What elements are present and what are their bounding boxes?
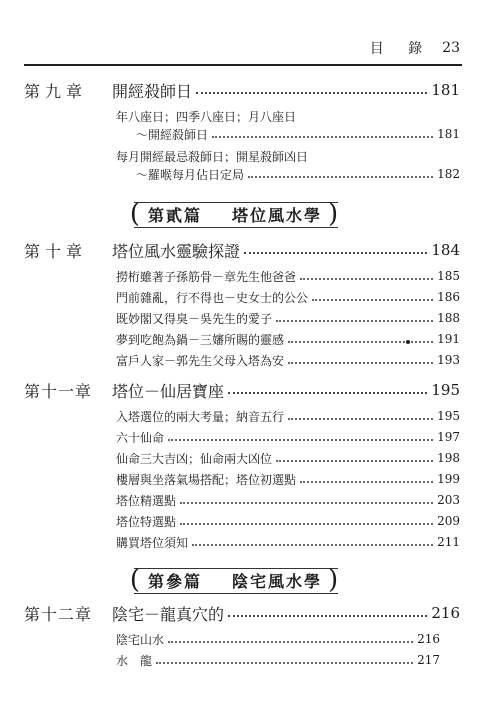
leader-dots <box>192 544 433 546</box>
toc-entry <box>116 107 460 125</box>
part-label: 第貳篇 <box>147 205 202 225</box>
chapter-10-heading <box>24 239 460 261</box>
leader-dots <box>228 392 427 394</box>
leader-dots <box>168 439 433 441</box>
entry-page: 209 <box>437 514 460 528</box>
entry-text: 入塔選位的兩大考量；納音五行 <box>116 409 285 424</box>
ink-speck <box>406 340 410 344</box>
toc-entry <box>116 533 460 551</box>
leader-dots <box>288 362 433 364</box>
running-header <box>360 38 460 58</box>
leader-dots <box>312 299 433 301</box>
chapter-12-heading <box>24 602 460 624</box>
chapter-title: 塔位－仙居寶座 <box>112 381 225 401</box>
entry-page: 182 <box>437 167 460 181</box>
leader-dots <box>248 176 433 178</box>
entry-text: 樓層與坐落氣場搭配；塔位初選點 <box>116 472 297 487</box>
entry-page: 191 <box>437 332 460 346</box>
toc-entry <box>116 351 460 369</box>
entry-page: 188 <box>437 311 460 325</box>
entry-page: 198 <box>437 451 460 465</box>
header-page-number: 23 <box>442 40 460 56</box>
entry-page: 197 <box>437 430 460 444</box>
leader-dots <box>196 92 427 94</box>
chapter-title: 陰宅－龍真穴的 <box>112 604 225 624</box>
part-title: 陰宅風水學 <box>232 571 323 591</box>
entry-text: 陰宅山水 <box>116 632 165 647</box>
leader-dots <box>276 460 433 462</box>
entry-text: 門前雜亂，行不得也－史女士的公公 <box>116 290 309 305</box>
leader-dots <box>288 341 433 343</box>
entry-text: 富戶人家－郭先生父母入塔為安 <box>116 353 285 368</box>
toc-entry <box>136 165 460 183</box>
entry-page: 181 <box>437 127 460 141</box>
leader-dots <box>180 523 433 525</box>
entry-text: 仙命三大吉凶；仙命兩大凶位 <box>116 451 273 466</box>
entry-text: ～開經殺師日 <box>136 127 209 142</box>
leader-dots <box>228 615 427 617</box>
entry-text: 水 龍 <box>116 653 153 668</box>
chapter-page: 195 <box>431 381 460 399</box>
entry-text: 塔位精選點 <box>116 493 177 508</box>
leader-dots <box>168 641 413 643</box>
part-title: 塔位風水學 <box>232 205 323 225</box>
entry-page: 186 <box>437 290 460 304</box>
entry-page: 185 <box>437 269 460 283</box>
leader-dots <box>212 136 433 138</box>
toc-entry <box>116 428 460 446</box>
header-rule <box>24 64 462 66</box>
bracket-left-icon: ( <box>129 565 142 595</box>
bracket-right-icon: ) <box>328 565 341 595</box>
chapter-page: 184 <box>431 241 460 259</box>
toc-entry <box>116 470 460 488</box>
leader-dots <box>300 278 433 280</box>
chapter-title: 開經殺師日 <box>112 81 193 101</box>
chapter-9-heading <box>24 79 460 101</box>
entry-page: 217 <box>417 653 440 667</box>
toc-entry <box>116 512 460 530</box>
leader-dots <box>276 320 433 322</box>
chapter-number: 第十二章 <box>24 604 93 624</box>
entry-text: 年八座日；四季八座日；月八座日 <box>116 109 297 124</box>
part-3-heading <box>124 565 346 595</box>
toc-entry <box>116 330 460 348</box>
entry-text: 夢到吃飽為鍋－三嬸所賜的靈感 <box>116 332 285 347</box>
leader-dots <box>244 252 427 254</box>
toc-entry <box>116 267 460 285</box>
toc-entry <box>116 491 460 509</box>
leader-dots <box>180 502 433 504</box>
header-title: 目 錄 <box>369 41 433 57</box>
leader-dots <box>288 418 433 420</box>
chapter-title: 塔位風水靈驗探證 <box>112 241 241 261</box>
entry-text: ～羅喉每月佔日定局 <box>136 167 245 182</box>
entry-text: 撈桁雖著子孫筋骨－章先生他爸爸 <box>116 269 297 284</box>
toc-entry <box>136 125 460 143</box>
entry-page: 193 <box>437 353 460 367</box>
toc-entry <box>116 407 460 425</box>
toc-entry <box>116 449 460 467</box>
entry-page: 199 <box>437 472 460 486</box>
chapter-11-heading <box>24 379 460 401</box>
part-label: 第參篇 <box>147 571 202 591</box>
entry-text: 塔位特選點 <box>116 514 177 529</box>
entry-text: 每月開經最忌殺師日；開星殺師凶日 <box>116 149 309 164</box>
bracket-left-icon: ( <box>129 199 142 229</box>
toc-entry <box>116 147 460 165</box>
chapter-number: 第十章 <box>24 241 88 261</box>
leader-dots <box>300 481 433 483</box>
chapter-page: 216 <box>431 604 460 622</box>
part-2-heading <box>124 199 346 229</box>
entry-page: 195 <box>437 409 460 423</box>
entry-page: 211 <box>437 535 460 549</box>
entry-page: 216 <box>417 632 440 646</box>
toc-entry <box>116 651 440 669</box>
chapter-page: 181 <box>431 81 460 99</box>
toc-entry <box>116 630 440 648</box>
entry-text: 既妙閣又得臭－吳先生的愛子 <box>116 311 273 326</box>
entry-text: 六十仙命 <box>116 430 165 445</box>
entry-text: 購買塔位須知 <box>116 535 189 550</box>
chapter-number: 第九章 <box>24 81 88 101</box>
bracket-right-icon: ) <box>328 199 341 229</box>
leader-dots <box>156 662 413 664</box>
toc-entry <box>116 288 460 306</box>
toc-entry <box>116 309 460 327</box>
chapter-number: 第十一章 <box>24 381 93 401</box>
entry-page: 203 <box>437 493 460 507</box>
